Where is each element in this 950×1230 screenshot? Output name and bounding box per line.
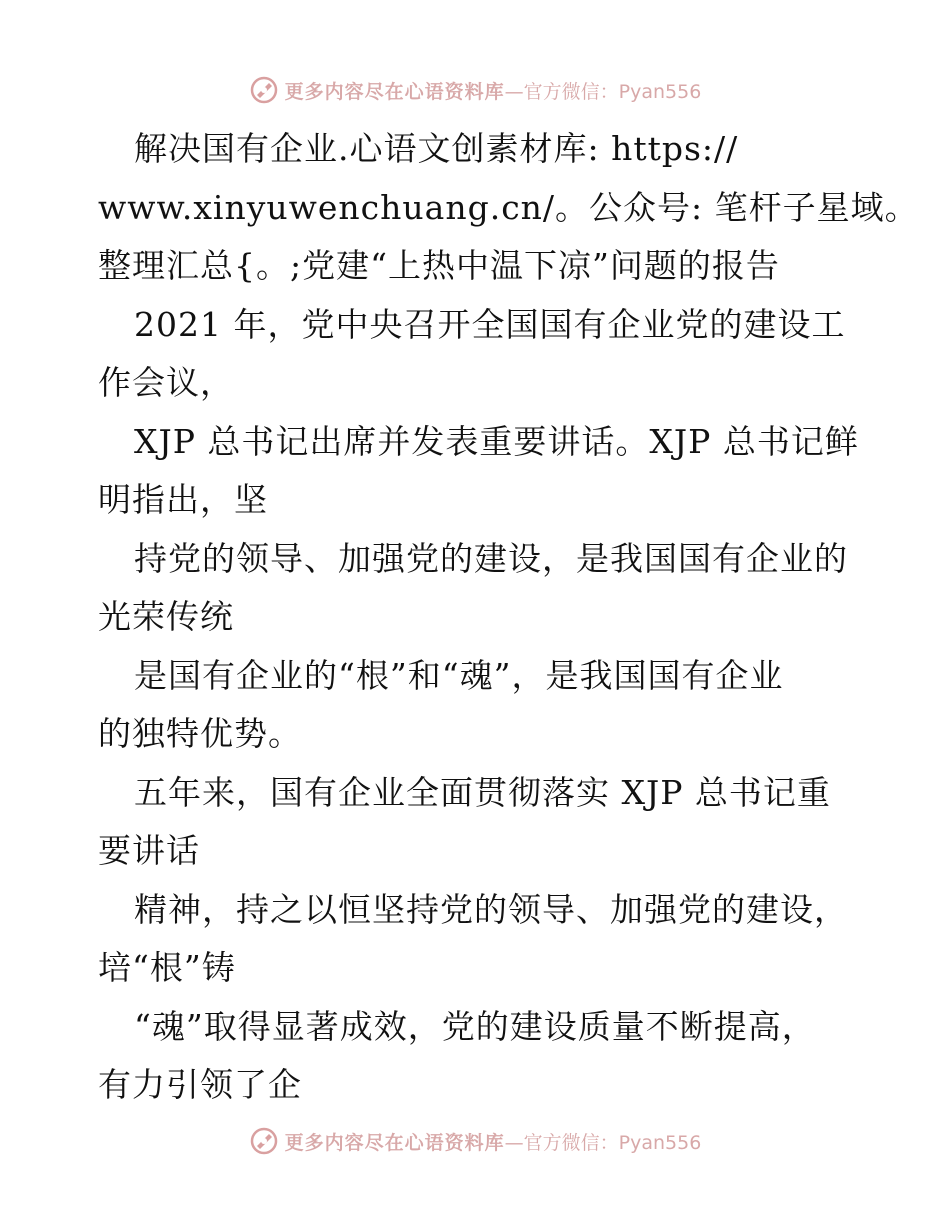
banner-title: 更多内容尽在心语资料库 xyxy=(284,1131,505,1154)
banner-subtitle: —官方微信：Pyan556 xyxy=(504,80,702,103)
text-line: 要讲话 xyxy=(98,831,200,870)
text-line: www.xinyuwenchuang.cn/。公众号: 笔杆子星域。 xyxy=(98,187,919,227)
text-line: 是国有企业的“根”和“魂”，是我国国有企业 xyxy=(134,655,784,695)
text-line: 明指出，坚 xyxy=(98,480,268,519)
banner-title: 更多内容尽在心语资料库 xyxy=(284,80,505,103)
document-body xyxy=(98,120,919,1115)
brand-logo-icon xyxy=(249,1126,279,1156)
text-line: 解决国有企业.心语文创素材库: https:// xyxy=(134,129,739,168)
text-line: 五年来，国有企业全面贯彻落实 XJP 总书记重 xyxy=(134,772,831,812)
text-line: 光荣传统 xyxy=(98,597,234,636)
text-line: 作会议， xyxy=(98,363,234,402)
brand-logo-icon xyxy=(249,75,279,105)
text-line: 精神，持之以恒坚持党的领导、加强党的建设， xyxy=(134,889,848,929)
footer-banner xyxy=(0,1121,950,1161)
text-line: 整理汇总{。;党建“上热中温下凉”问题的报告 xyxy=(98,246,780,285)
text-line: 有力引领了企 xyxy=(98,1065,302,1104)
text-line: 2021 年，党中央召开全国国有企业党的建设工 xyxy=(134,304,846,344)
banner-subtitle: —官方微信：Pyan556 xyxy=(504,1131,702,1154)
text-line: 的独特优势。 xyxy=(98,714,302,753)
header-banner xyxy=(0,70,950,110)
text-line: 培“根”铸 xyxy=(98,948,236,987)
text-line: “魂”取得显著成效，党的建设质量不断提高， xyxy=(134,1006,816,1046)
text-line: XJP 总书记出席并发表重要讲话。XJP 总书记鲜 xyxy=(134,421,859,461)
text-line: 持党的领导、加强党的建设，是我国国有企业的 xyxy=(134,538,848,578)
